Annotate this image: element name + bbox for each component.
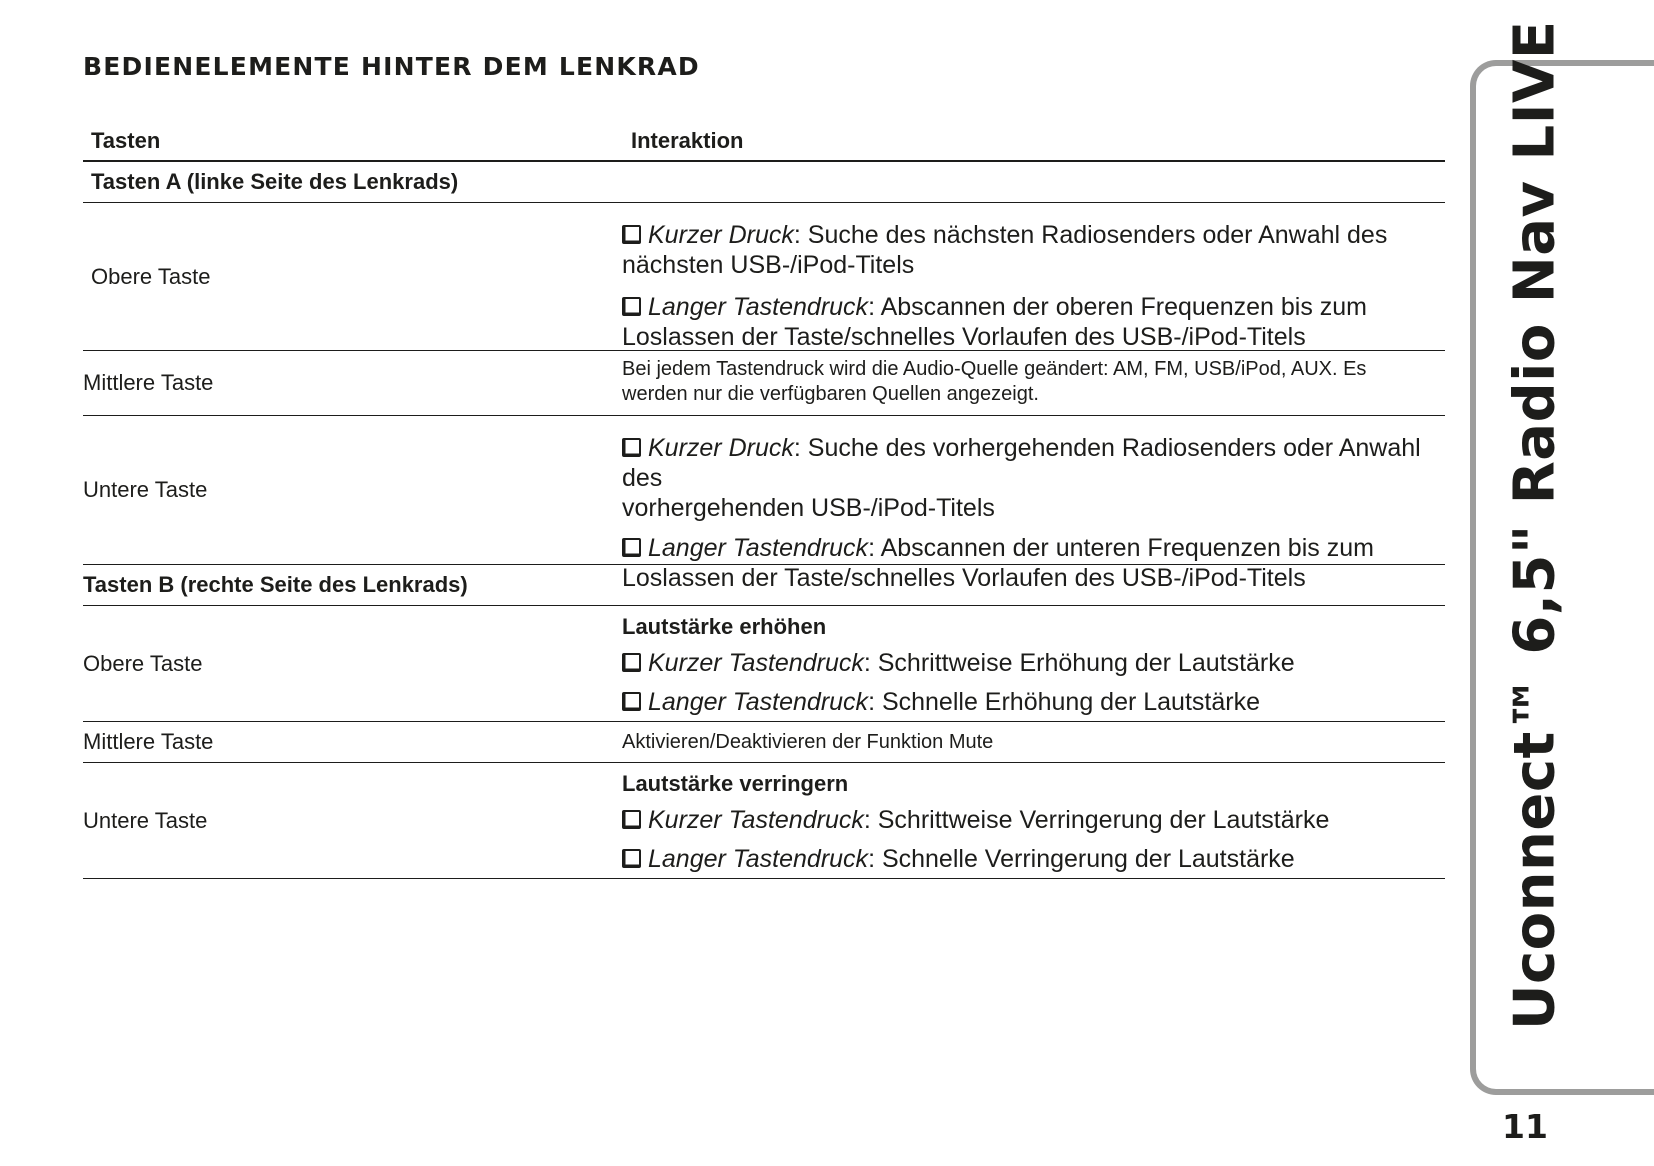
checkbox-bullet-icon	[622, 297, 641, 316]
value-upper-b	[622, 606, 1445, 721]
table-row	[83, 763, 1445, 879]
value-lower-a	[622, 416, 1445, 592]
column-header-interaktion: Interaktion	[631, 128, 744, 153]
list-item: Langer Tastendruck: Schnelle Erhöhung der Lautstärke	[622, 687, 1445, 717]
list-item: Langer Tastendruck: Abscannen der unteren Frequenzen bis zum Loslassen der Taste/schnelles Vorlaufen des USB-/iPod-Titels	[622, 534, 1374, 592]
list-item: Kurzer Tastendruck: Schrittweise Verringerung der Lautstärke	[622, 805, 1445, 835]
table-header	[83, 118, 1445, 162]
key-upper-a: Obere Taste	[91, 263, 211, 289]
key-middle-b: Mittlere Taste	[83, 729, 214, 754]
checkbox-bullet-icon	[622, 849, 641, 868]
key-lower-b: Untere Taste	[83, 807, 208, 833]
column-header-tasten: Tasten	[91, 128, 161, 153]
list-item: Kurzer Druck: Suche des nächsten Radiosenders oder Anwahl des nächsten USB-/iPod-Titels	[622, 221, 1388, 279]
group-a-label: Tasten A (linke Seite des Lenkrads)	[83, 162, 1445, 203]
checkbox-bullet-icon	[622, 692, 641, 711]
checkbox-bullet-icon	[622, 438, 641, 457]
page-number: 11	[1502, 1107, 1548, 1146]
list-item: Kurzer Druck: Suche des vorhergehenden Radiosenders oder Anwahl des vorhergehenden USB-/iPod-Titels	[622, 434, 1421, 522]
table-row	[83, 203, 1445, 351]
key-lower-a: Untere Taste	[83, 477, 208, 502]
subtitle-volume-up: Lautstärke erhöhen	[622, 614, 827, 639]
checkbox-bullet-icon	[622, 538, 641, 557]
table-row	[83, 606, 1445, 722]
key-middle-a: Mittlere Taste	[83, 370, 214, 395]
value-middle-a: Bei jedem Tastendruck wird die Audio-Quelle geändert: AM, FM, USB/iPod, AUX. Es werden nur die verfügbaren Quellen angezeigt.	[622, 358, 1367, 405]
chapter-side-title: Uconnect™ 6,5" Radio Nav LIVE	[1502, 20, 1568, 1030]
table-row	[83, 351, 1445, 416]
list-item: Langer Tastendruck: Schnelle Verringerung der Lautstärke	[622, 844, 1445, 874]
value-upper-a	[622, 203, 1445, 350]
page-heading: BEDIENELEMENTE HINTER DEM LENKRAD	[83, 52, 700, 81]
controls-table	[83, 118, 1445, 879]
list-item: Langer Tastendruck: Abscannen der oberen Frequenzen bis zum Loslassen der Taste/schnelles Vorlaufen des USB-/iPod-Titels	[622, 293, 1367, 351]
group-b-label: Tasten B (rechte Seite des Lenkrads)	[83, 565, 1445, 606]
checkbox-bullet-icon	[622, 810, 641, 829]
subtitle-volume-down: Lautstärke verringern	[622, 771, 849, 796]
value-lower-b	[622, 763, 1445, 878]
key-upper-b: Obere Taste	[83, 650, 203, 676]
checkbox-bullet-icon	[622, 653, 641, 672]
value-middle-b: Aktivieren/Deaktivieren der Funktion Mute	[622, 730, 994, 753]
checkbox-bullet-icon	[622, 225, 641, 244]
table-row	[83, 722, 1445, 763]
list-item: Kurzer Tastendruck: Schrittweise Erhöhung der Lautstärke	[622, 648, 1445, 678]
